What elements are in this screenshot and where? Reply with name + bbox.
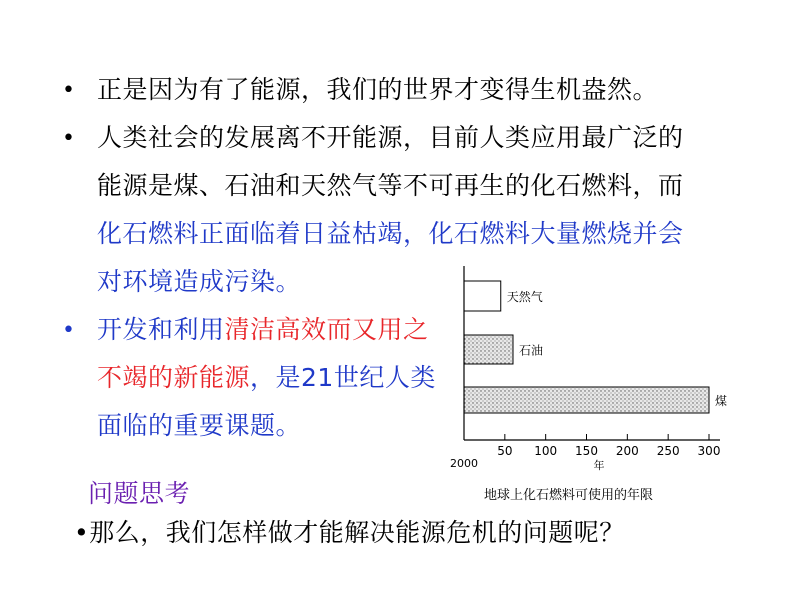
bar-label-2: 石油 <box>519 343 544 358</box>
bar-1 <box>464 281 501 311</box>
x-tick-label-4: 200 <box>615 444 639 458</box>
bar-2 <box>464 335 513 364</box>
question-text: •那么，我们怎样做才能解决能源危机的问题呢？ <box>74 518 625 547</box>
fossil-fuel-years-chart <box>440 262 740 484</box>
x-tick-label-6: 300 <box>697 444 721 458</box>
bullet-1: • <box>62 78 75 103</box>
chart-caption: 地球上化石燃料可使用的年限 <box>484 488 654 503</box>
paragraph-new-energy-line-3: 面临的重要课题。 <box>97 411 302 440</box>
text-21st-century: ，是21世纪人类 <box>250 363 436 392</box>
bar-label-3: 煤 <box>715 394 728 408</box>
x-axis-label: 年 <box>593 459 605 472</box>
x-tick-label-2: 100 <box>534 444 558 458</box>
x-tick-label-5: 250 <box>656 444 680 458</box>
paragraph-society-line-2: 能源是煤、石油和天然气等不可再生的化石燃料，而 <box>97 171 684 200</box>
paragraph-new-energy-line-1 <box>97 315 429 345</box>
paragraph-new-energy-line-2 <box>97 363 436 393</box>
x-tick-label-1: 50 <box>497 444 513 458</box>
x-axis-start-label: 2000 <box>450 457 478 470</box>
paragraph-energy-world: 正是因为有了能源，我们的世界才变得生机盎然。 <box>97 75 659 104</box>
text-develop-use: 开发和利用 <box>97 315 225 344</box>
bar-3 <box>464 387 709 413</box>
x-tick-label-3: 150 <box>575 444 598 458</box>
bullet-3: • <box>62 318 75 343</box>
paragraph-society-line-3: 化石燃料正面临着日益枯竭，化石燃料大量燃烧并会 <box>97 219 684 248</box>
bar-label-1: 天然气 <box>506 290 543 304</box>
paragraph-society-line-1: 人类社会的发展离不开能源，目前人类应用最广泛的 <box>97 123 684 152</box>
text-new-energy: 不竭的新能源 <box>97 363 251 392</box>
paragraph-society-line-4: 对环境造成污染。 <box>97 267 302 296</box>
bullet-2: • <box>62 126 75 151</box>
question-heading: 问题思考 <box>88 479 191 508</box>
text-clean-efficient: 清洁高效而又用之 <box>224 315 429 344</box>
